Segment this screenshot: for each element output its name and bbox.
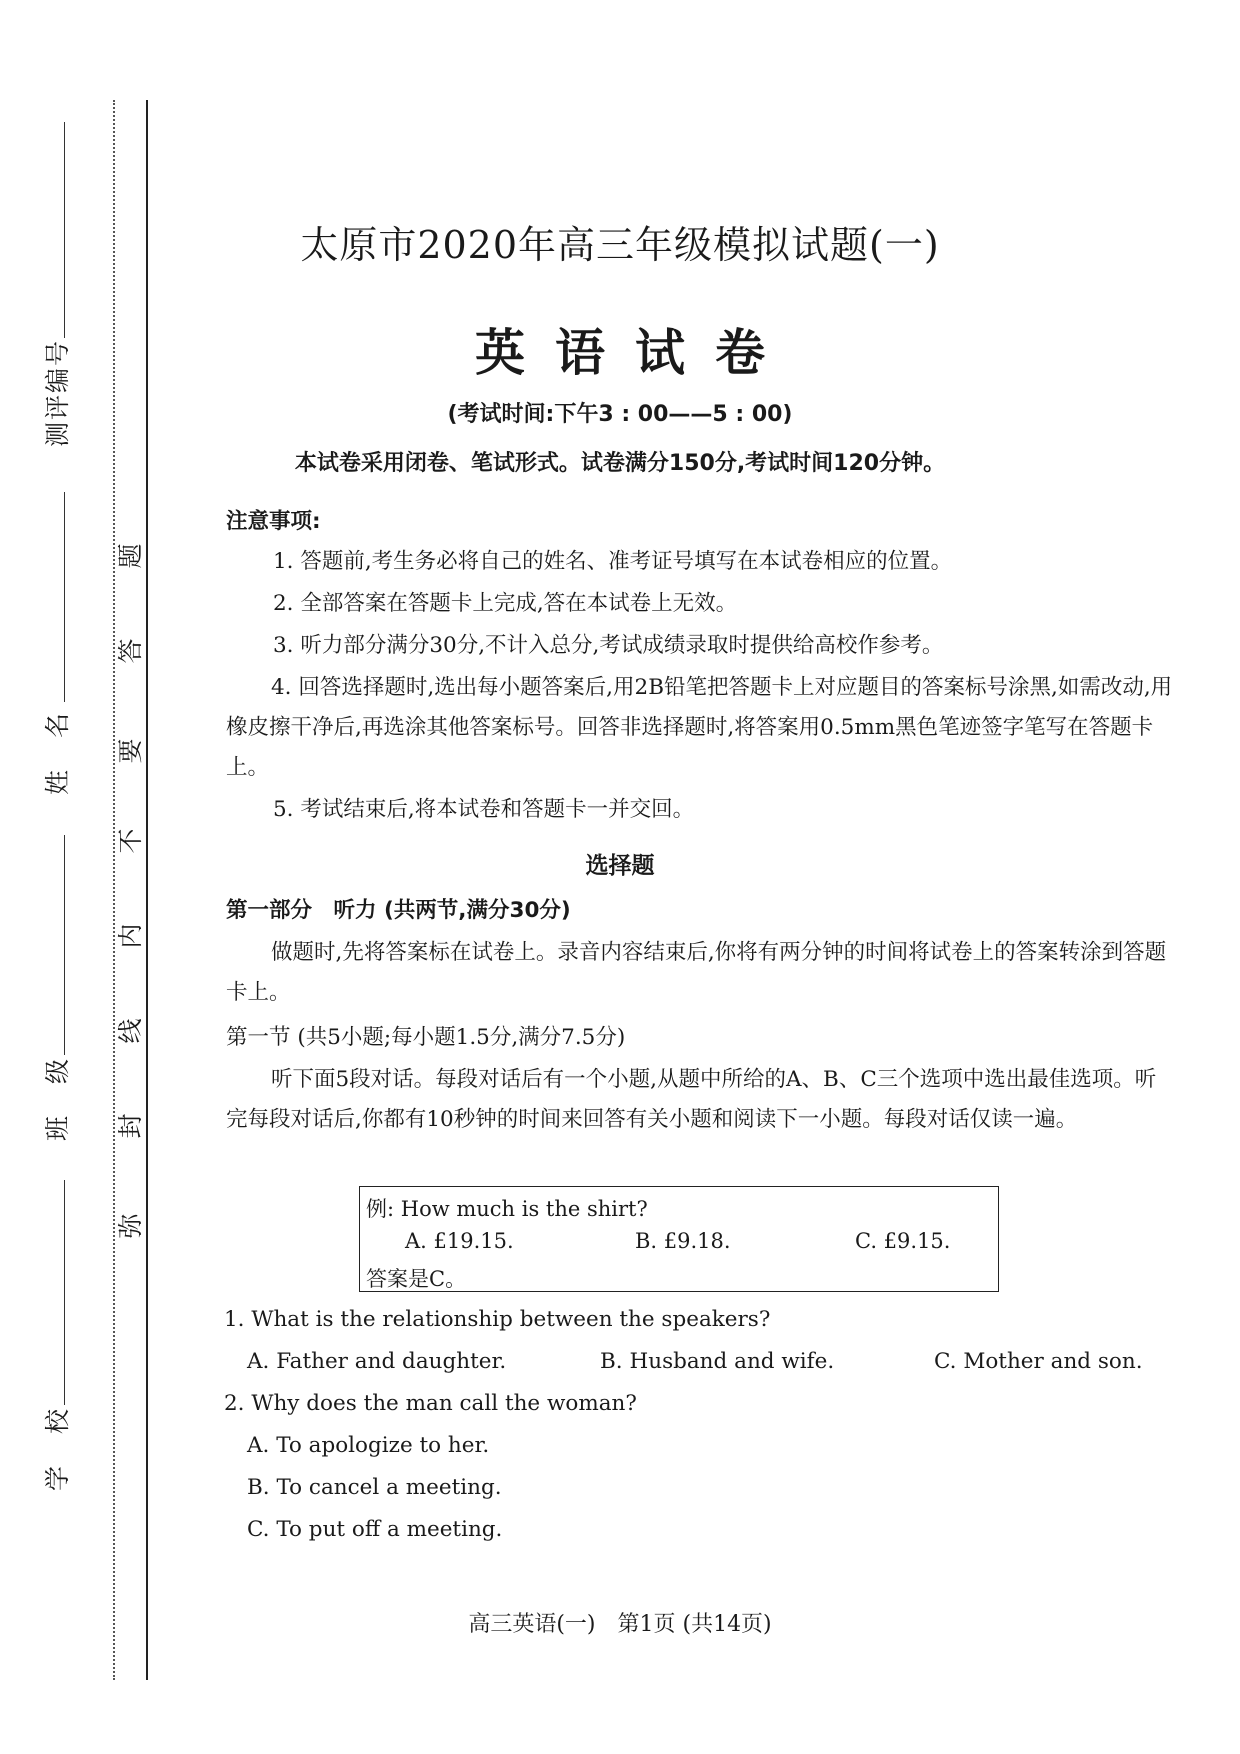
field-line-school <box>64 1180 65 1405</box>
part-intro: 做题时,先将答案标在试卷上。录音内容结束后,你将有两分钟的时间将试卷上的答案转涂到答题卡上。 <box>226 940 1167 1005</box>
example-option: C. £9.15. <box>855 1229 951 1253</box>
seal-char: 题 <box>116 543 145 569</box>
answer-option: C. Mother and son. <box>934 1349 1143 1374</box>
exam-description: 本试卷采用闭卷、笔试形式。试卷满分150分,考试时间120分钟。 <box>294 451 946 476</box>
field-label-class <box>38 1058 78 1142</box>
notice-heading: 注意事项: <box>226 509 321 534</box>
question-text: 2. Why does the man call the woman? <box>224 1391 637 1416</box>
exam-time: (考试时间:下午3 : 00——5 : 00) <box>447 402 793 427</box>
field-label-school <box>38 1408 78 1492</box>
notice-item: 4. 回答选择题时,选出每小题答案后,用2B铅笔把答题卡上对应题目的答案标号涂黑,如需改动,用橡皮擦干净后,再选涂其他答案标号。回答非选择题时,将答案用0.5mm黑色笔迹签字笔写在答题卡上。 <box>226 675 1173 780</box>
seal-char: 要 <box>116 738 145 764</box>
part-title: 第一部分 听力 (共两节,满分30分) <box>226 898 571 923</box>
sub-section-title: 第一节 (共5小题;每小题1.5分,满分7.5分) <box>226 1025 626 1050</box>
field-label-name <box>38 712 78 796</box>
sub-section-intro: 听下面5段对话。每段对话后有一个小题,从题中所给的A、B、C三个选项中选出最佳选项。听完每段对话后,你都有10秒钟的时间来回答有关小题和阅读下一小题。每段对话仅读一遍。 <box>226 1067 1157 1132</box>
seal-char: 线 <box>116 1018 145 1044</box>
seal-char: 弥 <box>116 1213 145 1239</box>
example-answer: 答案是C。 <box>366 1267 467 1291</box>
example-question: 例: How much is the shirt? <box>366 1197 648 1221</box>
seal-char: 答 <box>116 638 145 664</box>
answer-option: B. Husband and wife. <box>600 1349 835 1374</box>
answer-option: A. To apologize to her. <box>247 1433 490 1458</box>
notice-item: 1. 答题前,考生务必将自己的姓名、准考证号填写在本试卷相应的位置。 <box>273 549 953 574</box>
example-option: B. £9.18. <box>635 1229 731 1253</box>
field-line-name <box>64 492 65 702</box>
example-box <box>359 1186 999 1292</box>
seal-char: 不 <box>116 828 145 854</box>
page-footer: 高三英语(一) 第1页 (共14页) <box>468 1612 772 1637</box>
margin-field-label: 号 编 评 测 <box>43 340 73 448</box>
seal-char: 封 <box>116 1113 145 1139</box>
margin-field-label: 校 学 <box>43 1408 73 1492</box>
margin-field-label: 级 班 <box>43 1058 73 1142</box>
answer-option: C. To put off a meeting. <box>247 1517 503 1542</box>
answer-option: B. To cancel a meeting. <box>247 1475 502 1500</box>
notice-item: 5. 考试结束后,将本试卷和答题卡一并交回。 <box>273 797 695 822</box>
notice-item: 2. 全部答案在答题卡上完成,答在本试卷上无效。 <box>273 591 738 616</box>
notice-item: 3. 听力部分满分30分,不计入总分,考试成绩录取时提供给高校作参考。 <box>273 633 944 658</box>
margin-field-label: 名 姓 <box>43 712 73 796</box>
example-option: A. £19.15. <box>405 1229 514 1253</box>
exam-title: 太原市2020年高三年级模拟试题(一) <box>300 223 940 267</box>
seal-char: 内 <box>116 923 145 949</box>
exam-subtitle: 英语试卷 <box>475 324 795 382</box>
question-text: 1. What is the relationship between the speakers? <box>224 1307 771 1332</box>
answer-option: A. Father and daughter. <box>247 1349 507 1374</box>
section-heading: 选择题 <box>585 853 655 879</box>
